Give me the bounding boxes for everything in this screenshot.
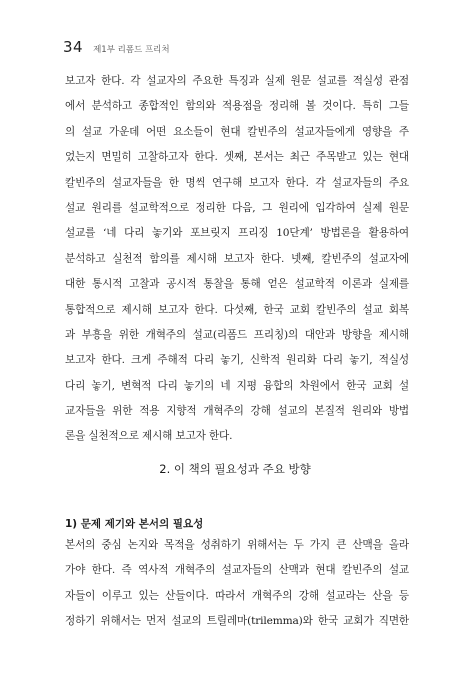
text-line: 의 설교 가운데 어떤 요소들이 현대 칼빈주의 설교자들에게 영향을 주 [65,125,409,138]
page-number: 34 [63,38,84,56]
text-line: 통합적으로 제시해 보고자 한다. 다섯째, 한국 교회 칼빈주의 설교 회복 [65,303,409,316]
text-line: 과 부흥을 위한 개혁주의 설교(리폼드 프리칭)의 대안과 방향을 제시해 [65,328,409,341]
running-title: 제1부 리폼드 프리처 [93,45,170,55]
text-line: 가야 한다. 즉 역사적 개혁주의 설교자들의 산맥과 현대 칼빈주의 설교 [65,564,409,577]
text-line: 었는지 면밀히 고찰하고자 한다. 셋째, 본서는 최근 주목받고 있는 현대 [65,151,409,164]
text-line: 정하기 위해서는 먼저 설교의 트릴레마(trilemma)와 한국 교회가 직면한 [65,615,409,628]
text-line: 보고자 한다. 각 설교자의 주요한 특징과 실제 원문 설교를 적실성 관점 [65,75,409,87]
text-line: 에서 분석하고 종합적인 함의와 적용점을 정리해 볼 것이다. 특히 그들 [65,100,409,113]
section-title: 2. 이 책의 필요성과 주요 방향 [159,462,311,476]
running-header [63,38,170,56]
text-line: 교자들을 위한 적용 지향적 개혁주의 강해 설교의 본질적 원리와 방법 [65,405,409,418]
text-line: 칼빈주의 설교자들을 한 명씩 연구해 보고자 한다. 각 설교자들의 주요 [65,176,409,189]
text-line: 보고자 한다. 크게 주해적 다리 놓기, 신학적 원리화 다리 놓기, 적실성 [65,354,409,367]
text-line: 분석하고 실천적 함의를 제시해 보고자 한다. 넷째, 칼빈주의 설교자에 [65,252,409,265]
paragraph-2 [65,533,409,635]
text-line: 대한 통시적 고찰과 공시적 통찰을 통해 얻은 설교학적 이론과 실제를 [65,278,409,291]
text-line: 다리 놓기, 변혁적 다리 놓기의 네 지평 융합의 차원에서 한국 교회 설 [65,379,409,392]
text-line: 자들이 이루고 있는 산들이다. 따라서 개혁주의 강해 설교라는 산을 등 [65,589,409,602]
text-line: 설교를 ‘네 다리 놓기와 포브릿지 프리징 10단계’ 방법론을 활용하여 [65,227,409,240]
text-line: 설교 원리를 설교학적으로 정리한 다음, 그 원리에 입각하여 실제 원문 [65,201,409,214]
text-line: 론을 실천적으로 제시해 보고자 한다. [65,430,233,443]
subsection-title: 1) 문제 제기와 본서의 필요성 [65,518,204,530]
text-line: 본서의 중심 논지와 목적을 성취하기 위해서는 두 가지 큰 산맥을 올라 [65,539,409,551]
paragraph-1 [65,69,409,450]
